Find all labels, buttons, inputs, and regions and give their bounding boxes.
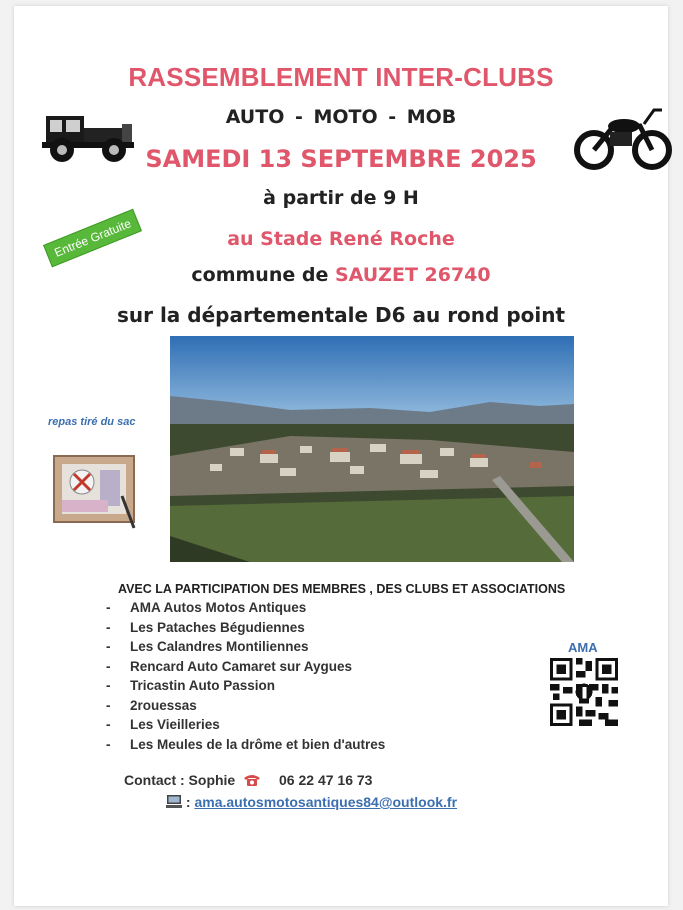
phone-icon <box>243 773 261 787</box>
list-item: - Tricastin Auto Passion <box>106 678 276 693</box>
commune-name: SAUZET 26740 <box>334 264 491 286</box>
contact-phone[interactable]: 06 22 47 16 73 <box>279 772 373 788</box>
contact-email-link[interactable]: ama.autosmotosantiques84@outlook.fr <box>194 794 458 810</box>
contact-line <box>124 772 372 788</box>
free-entry-badge: Entrée Gratuite <box>43 209 142 268</box>
commune-prefix: commune de <box>191 264 329 286</box>
event-venue: au Stade René Roche <box>227 228 455 250</box>
event-date: SAMEDI 13 SEPTEMBRE 2025 <box>145 145 537 173</box>
list-item: - Les Calandres Montiliennes <box>106 639 309 654</box>
list-item: - Les Vieilleries <box>106 717 220 732</box>
club-list <box>106 598 385 754</box>
list-item: - Les Pataches Bégudiennes <box>106 619 305 635</box>
poster-title: RASSEMBLEMENT INTER-CLUBS <box>128 62 554 92</box>
event-road: sur la départementale D6 au rond point <box>116 303 566 327</box>
email-prefix: : <box>185 794 191 810</box>
village-photo <box>170 336 574 562</box>
qr-label: AMA <box>568 640 598 655</box>
poster-subtitle: AUTO - MOTO - MOB <box>225 106 457 128</box>
list-item: - Les Meules de la drôme et bien d'autres <box>106 736 386 752</box>
lunch-note: repas tiré du sac <box>48 416 136 428</box>
contact-label: Contact : Sophie <box>124 772 236 788</box>
qr-code[interactable] <box>550 658 618 726</box>
poster-page <box>14 6 668 906</box>
participation-heading: AVEC LA PARTICIPATION DES MEMBRES , DES CLUBS ET ASSOCIATIONS <box>118 582 566 596</box>
picnic-basket-icon <box>44 436 140 532</box>
list-item: - AMA Autos Motos Antiques <box>106 600 307 615</box>
event-commune <box>14 264 668 286</box>
list-item: - 2rouessas <box>106 697 197 713</box>
email-line <box>166 794 457 810</box>
computer-icon <box>166 795 182 808</box>
event-time: à partir de 9 H <box>263 187 419 209</box>
list-item: - Rencard Auto Camaret sur Aygues <box>106 658 353 674</box>
